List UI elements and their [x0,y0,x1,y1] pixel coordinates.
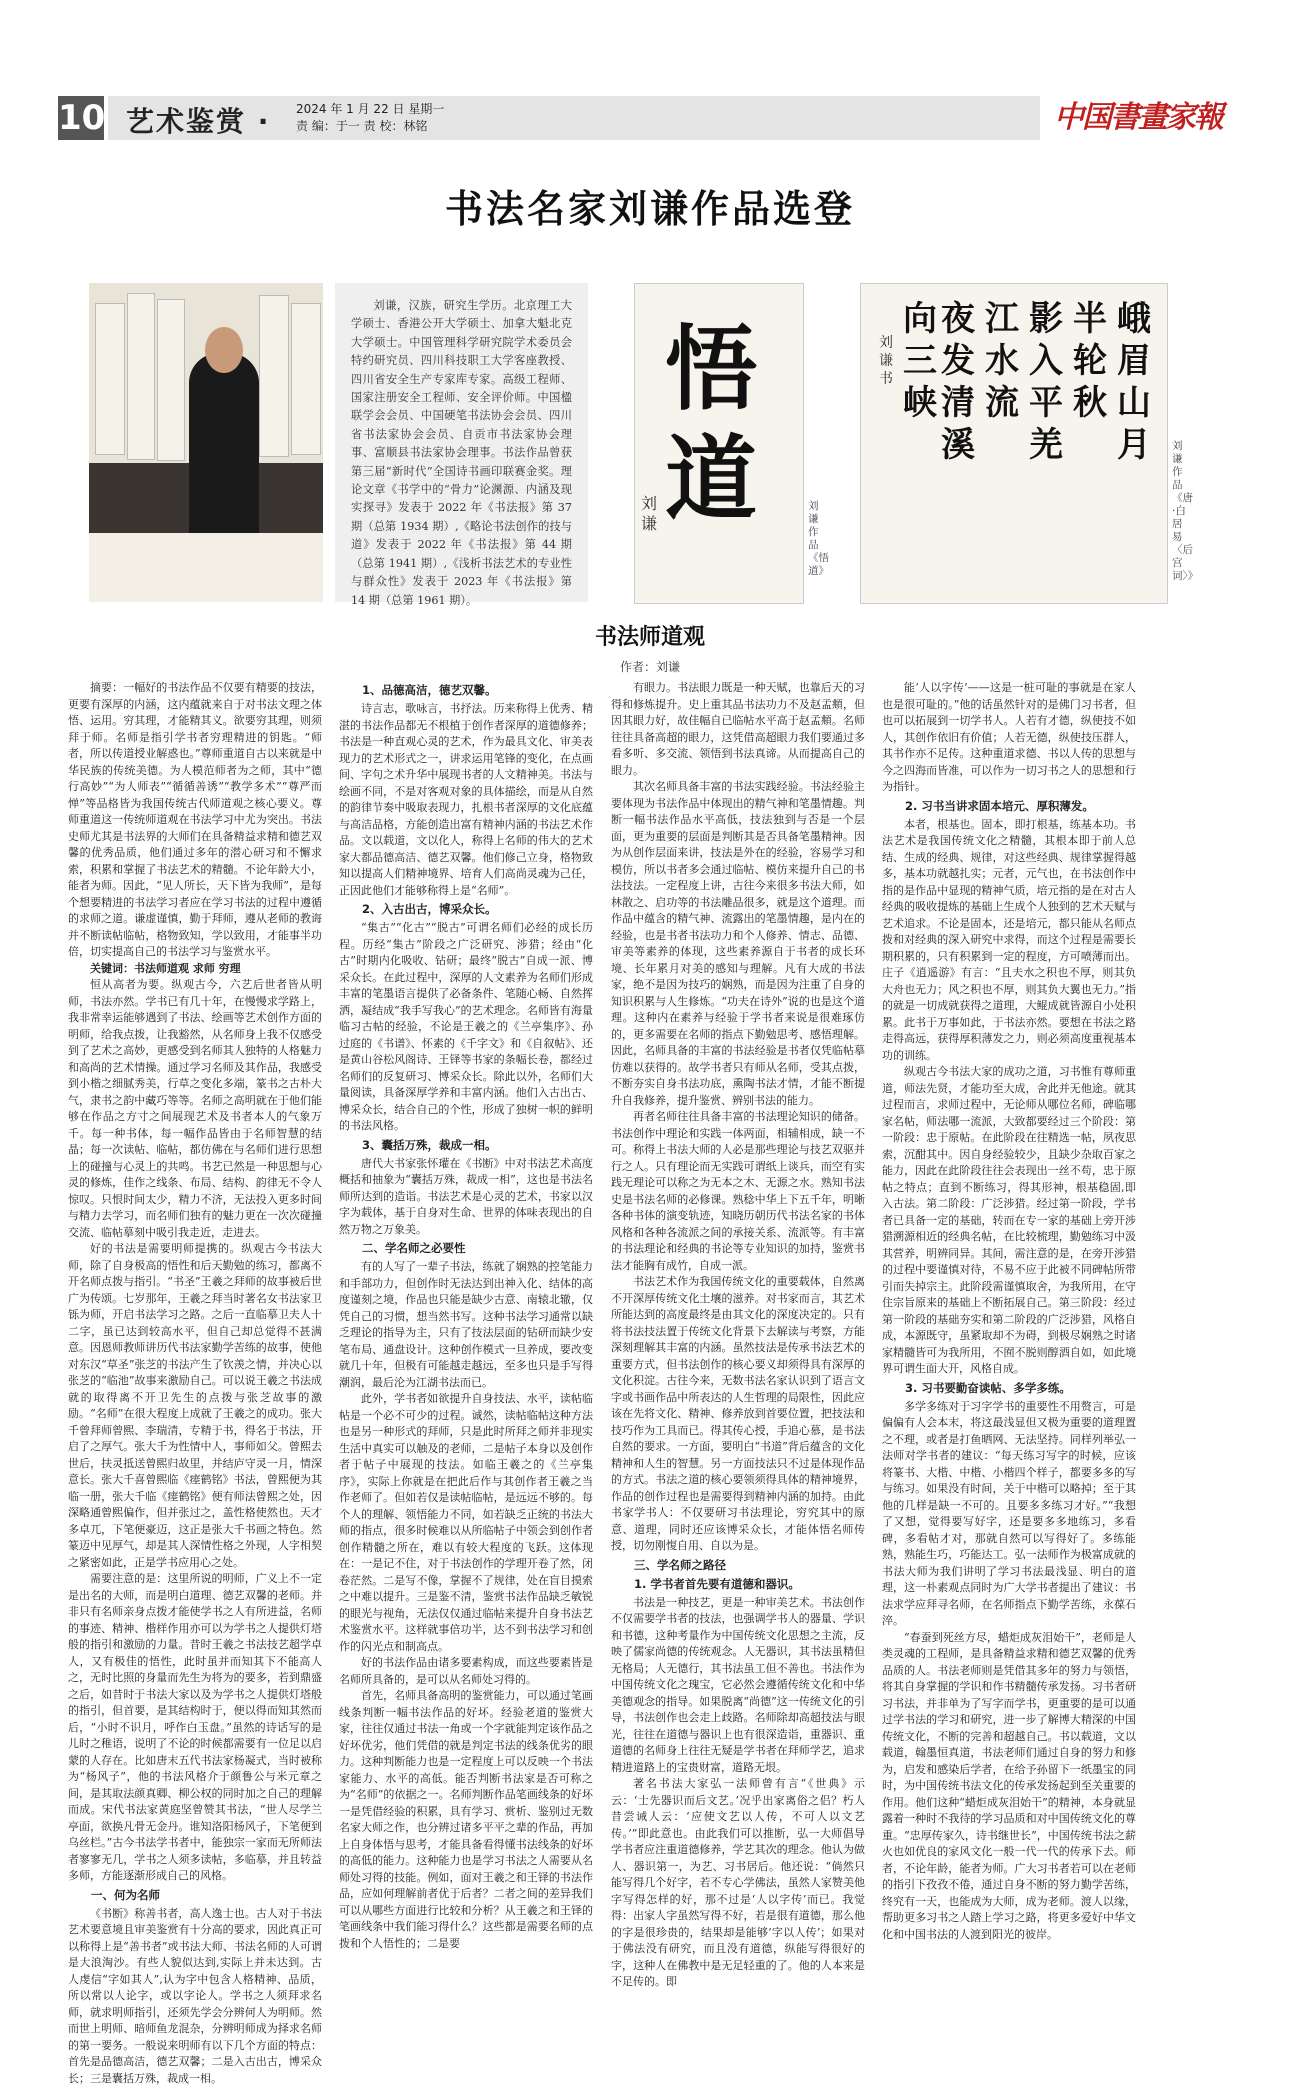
paragraph: 需要注意的是：这里所说的明师，广义上不一定是出名的大师，而是明白道理、德艺双馨的老师。并非只有名师亲身点拨才能使学书之人有所进益，名师的事迹、精神、楷样作用亦可以为学书之人提供灯塔般的指引和激励的力量。昔时王羲之书法技艺超学卓人，又有极佳的悟性，此时虽并而知其下不能高人之，无时比照的身量而先生为将为的要多，若到鼎盛之后，如昔时于书法大家以及为学书之人提供灯塔般的指引，但首要，是其结构时于，便以得而知其然而后，“小时不识月，呼作白玉盘。”虽然的诗话写的是儿时之稚语，说明了不论的时候都需要有一位足以启蒙的人存在。比如唐末五代书法家杨凝式，当时被称为“杨风子”，他的书法风格介于颜鲁公与米元章之间，是其取法颜真卿、柳公权的同时加之自己的理解而成。宋代书法家黄庭坚曾赞其书法，“世人尽学兰亭面，欲换凡骨无金丹。谁知洛阳杨风子，下笔便到乌丝栏。”古今书法学书者中，能独宗一家而无所师法者寥寥无几，学书之人须多读帖，多临摹，并且转益多师，方能逐渐形成自己的风格。 [68,1571,322,1885]
section-heading: 3、囊括万殊，裁成一相。 [339,1137,593,1154]
section-heading: 一、何为名师 [68,1887,322,1904]
paragraph: 《书断》称善书者，高人逸士也。古人对于书法艺术要意境且审美鉴赏有十分高的要求，因此真正可以称得上是“善书者”或书法大师、书法名师的人可谓是大浪淘沙。有些人貌似达到,实际上并未达到。古人虔信“字如其人”,认为字中包含人格精神、品质，所以常以人论字，或以字论人。学书之人须拜求名师，就求明师指引，还须先学会分辨何人为明师。然而世上明师、暗师鱼龙混杂，分辨明师成为择求名师的第一要务。一般说来明师有以下几个方面的特点：首先是品德高洁，德艺双馨；二是入古出古，博采众长；三是囊括万殊，裁成一相。 [68,1906,322,2087]
section-heading: 1、品德高洁，德艺双馨。 [339,682,593,699]
paragraph: 好的书法是需要明师提携的。纵观古今书法大师，除了自身极高的悟性和后天勤勉的练习，都离不开名师点拨与指引。“书圣”王羲之拜师的故事被后世广为传颂。七岁那年，王羲之拜当时著名女书法家卫铄为师，开启书法学习之路。之后一直临摹卫夫人十二字，虽已达到较高水平，但自己却总觉得不甚满意。因恩师教师讲历代书法家勤学苦练的故事，使他对东汉“草圣”张芝的书法产生了钦羡之情，并决心以张芝的“临池”故事来激励自己。可以说王羲之书法成就的取得离不开卫先生的点拨与张芝故事的激励。“名师”在很大程度上成就了王羲之的成功。张大千曾拜师曾熙、李瑞清，专精于书，得名于书法，开启了之厚气。张大千为性情中人，事师如父。曾熙去世后，扶灵抵送曾熙归故里，并结庐守灵一月，情深意长。张大千喜曾熙临《瘗鹤铭》书法，曾熙便为其临一册，张大千临《瘗鹤铭》便有师法曾熙之处，因深略通曾熙偏作，但并张过之，盖性格使然也。天才多卓兀，下笔便豪迈，这正是张大千书画之特色。然篆迈中见厚气，却是其人深情性格之外现，人字相契之紧密如此，正是学书应用心之处。 [68,1241,322,1571]
paragraph: 唐代大书家张怀瓘在《书断》中对书法艺术高度概括和抽象为“囊括万殊，裁成一相”，这也是书法名师所达到的造诣。书法艺术是心灵的艺术，书家以汉字为载体，基于自身对生命、世界的体味表现出的自然万物之万象美。 [339,1156,593,1239]
page-headline: 书法名家刘谦作品选登 [0,178,1300,233]
paragraph: 其次名师具备丰富的书法实践经验。书法经验主要体现为书法作品中体现出的精气神和笔墨情趣。判断一幅书法作品水平高低，技法独到与否是一个层面，更为重要的层面是判断其是否具备笔墨精神。因为从创作层面来讲，技法是外在的经验，容易学习和模仿，所以书者多会通过临帖、模仿来提升自己的书法技法。一定程度上讲，古往今来很多书法大师，如林散之、启功等的书法雕品很多，就是这个道理。而作品中蕴含的精气神、流露出的笔墨情趣，是内在的经验，也是书者书法功力和个人修养、情志、品德、审美等素养的体现，这些素养源自于书者的成长环境、长年累月对美的感知与理解。凡有大成的书法家，绝不是因为技巧的娴熟，而是因为注重了自身的知识积累与人生修炼。“功夫在诗外”说的也是这个道理。这种内在素养与经验于学书者来说是很难琢仿的，更多需要在名师的指点下勤勉思考、感悟理解。因此，名师具备的丰富的书法经验是书者仅凭临帖摹仿难以获得的。故学书者只有师从名师，受其点拨，不断夯实自身书法功底，熏陶书法才情，才能不断提升自我修养，提升鉴赏、辨别书法的能力。 [611,779,865,1109]
article-column-1 [68,680,322,1790]
work1-signature: 刘谦 [641,494,661,534]
work2-column-6: 向三峡 [903,298,943,424]
editors-line: 责 编：于一 责 校：林铭 [296,118,444,135]
header-meta [296,101,444,135]
work2-column-4: 江水流 [985,298,1025,424]
section-heading: 2、入古出古，博采众长。 [339,901,593,918]
section-heading: 三、学名师之路径 [611,1557,865,1574]
work2-column-2: 半轮秋 [1073,298,1113,424]
newspaper-logo: 中国書畫家報 [1054,96,1204,140]
work2-column-5: 夜发清溪 [941,298,981,466]
page-number: 10 [58,96,104,140]
work2-column-1: 峨眉山月 [1117,298,1157,466]
paragraph: 有的人写了一辈子书法，练就了娴熟的控笔能力和手部功力，但创作时无法达到出神入化、结体的高度谨刻之境，作品也只能是缺少古意、南辕北辙，仅凭自己的习惯，想当然书写。这种书法学习通常以缺乏理论的指导为主，只有了技法层面的钻研而缺少安笔布局、通盘设计。这种创作模式一旦养成，要改变就几十年，但极有可能越走越远，至多也只是手写得潮润，最后沦为江湖书法而已。 [339,1259,593,1391]
paragraph: 好的书法作品由诸多要素构成，而这些要素皆是名师所具备的，是可以从名师处习得的。 [339,1655,593,1688]
paragraph: 书法艺术作为我国传统文化的重要载体，自然离不开深厚传统文化土壤的滋养。对书家而言，其艺术所能达到的高度最终是由其文化的深度决定的。只有将书法技法置于传统文化背景下去解读与考察，方能深刻理解其丰富的内涵。虽然技法是传承书法艺术的重要方式，但书法创作的核心要义却须得具有深厚的文化积淀。古往今来，无数书法名家认识到了语言文字或书画作品中所表达的人生哲理的局限性，因此应该在先将文化、精神、修养放到首要位置，把技法和技巧作为工具而已。得其传心授，手追心慕，是书法自然的要求。一方面，要明白“书道”背后蕴含的文化精神和人生的智慧。另一方面技法只不过是体现作品的方式。书法之道的核心要领须得具体的精神境界，作品的创作过程也是需要得到精神内涵的加持。由此书家学书人：不仅要研习书法理论，穷究其中的原意、道理，同时还应该博采众长，才能体悟名师传授，切勿刚愎自用、自以为是。 [611,1274,865,1555]
section-heading: 二、学名师之必要性 [339,1240,593,1257]
work2-caption: 刘谦作品《唐·白居易〈后宫词〉》 [1172,440,1186,583]
work2-column-3: 影入平羌 [1029,298,1069,466]
paragraph: 书法是一种技艺，更是一种审美艺术。书法创作不仅需要学书者的技法，也强调学书人的器量、学识和书德，这种考量作为中国传统文化思想之主流，反映了儒家尚德的传统观念。人无器识，其书法虽精但无格局；人无德行，其书法虽工但不善也。书法作为中国传统文化之瑰宝，它必然会遵循传统文化和中华美德观念的指导。如果脱离“尚德”这一传统文化的引导，书法创作也会走上歧路。名师除却高超技法与眼光，往往在道德与器识上也有很深造诣，重器识、重道德的名师身上往往无疑是学书者在拜师学艺，追求精进道路上的宝贵财富，道路无垠。 [611,1595,865,1777]
work1-caption: 刘谦作品《悟道》 [808,500,822,578]
paragraph: 纵观古今书法大家的成功之道，习书惟有尊师重道，师法先贤，才能功至大成，舍此并无他途。就其过程而言，求师过程中，无论师从哪位名师，碑临哪家名帖，师法哪一流派，大致都要经过三个阶段：第一阶段：忠于原帖。在此阶段在往精选一帖，夙夜思索，沉酣其中。因自身经验较少，且缺少杂取百家之能力，因此在此阶段往往会表现出一丝不苟，忠于原帖之特点；直到不断练习，得其形神，根基稳固,即入古法。第二阶段：广泛涉猎。经过第一阶段，学书者已具备一定的基础，转而在专一家的基础上旁开涉猎溯源相近的经典名帖，在比较梳理，勤勉练习中汲其营养，明辨同异。其间，需注意的是，在旁开涉猎的过程中要谨慎对待，不易不应于此被不同碑帖所带引而失掉宗主。此阶段需谨慎取舍，为我所用，在守住宗旨原来的基础上不断拓展自己。第三阶段：经过第一阶段的基础夯实和第二阶段的广泛涉猎，风格自成，本源既守，虽紧取却不为碍，到极尽娴熟之时诸家精髓皆可为我所用，不囿不脱则醇酒自如，如此境界可谓生面大开，风格自成。 [882,1064,1136,1378]
paragraph: 恒从高者为要。纵观古今，六艺后世者皆从明师，书法亦然。学书已有几十年，在慢慢求学路上，我非常幸运能够遇到了书法、绘画等艺术创作方面的明师，给我点拨，让我豁然，从名师身上我不仅感受到了艺术之高妙，更感受到名师其人独特的人格魅力和高尚的艺术情操。通过学习名师及其作品，我感受到小楷之细腻秀美，行草之变化多端，篆书之古朴大气，隶书之韵中藏巧等等。名师之高明就在于他们能够在作品之方寸之间展现艺术及书者本人的气象万千。每一种书体，每一幅作品皆由于名师智慧的结晶；每一次读帖、临帖，都仿佛在与名师们进行思想上的碰撞与心灵上的共鸣。书艺已然是一种思想与心灵的修炼，佳作之线条、布局、结构、韵律无不令人惊叹。只恨时间太少，精力不济，无法投入更多时间与精力去学习，而名师们独有的魅力更在一次次碰撞交流、临帖摹刻中吸引我走近，走进去。 [68,977,322,1241]
calligraphy-work-2 [860,283,1168,604]
work1-characters: 悟道 [665,314,803,534]
paragraph: 诗言志，歌咏言，书抒法。历来称得上优秀、精湛的书法作品都无不根植于创作者深厚的道德修养；书法是一种直观心灵的艺术，作为最具文化、审美表现力的艺术形式之一，讲求运用笔锋的变化，在点画间、字句之术升华中展现书者的人文精神美。书法与绘画不同，不是对客观对象的具体描绘，而是从自然的韵律节奏中吸取表现力，扎根书者深厚的文化底蕴与高洁品格，方能创造出富有精神内涵的书法艺术作品。文以载道，文以化人，称得上名师的伟大的艺术家大都品德高洁、德艺双馨。他们修己立身，格物致知以提高人们精神境界、培育人们高尚灵魂为己任，正因此他们才能够称得上是“名师”。 [339,701,593,899]
keywords: 关键词：书法师道观 求师 穷理 [68,961,322,978]
article-column-3 [611,680,865,1790]
paragraph: 首先，名师具备高明的鉴赏能力，可以通过笔画线条判断一幅书法作品的好坏。经验老道的鉴赏大家，往往仅通过书法一角或一个字就能判定该作品之好坏优劣，他们凭借的就是判定书法的线条优劣的眼力。这种判断能力也是一定程度上可以反映一个书法家能力、水平的高低。能否判断书法家是否可称之为“名师”的依据之一。名师判断作品笔画线条的好坏一是凭借经验的积累，具有学习、赏析、鉴别过无数名家大师之作，也分辨过诸多平平之辈的作品，再加上自身体悟与思考，才能具备看得懂书法线条的好坏的高低的能力。这种能力也是学习书法之人需要从名师处习得的技能。例如，面对王羲之和王铎的书法作品，应如何理解前者优于后者？二者之间的差异我们可以从哪些方面进行比较和分析？从王羲之和王铎的笔画线条中我们能习得什么？这些都是需要名师的点拨和个人悟性的；二是要 [339,1688,593,1952]
paragraph: 此外，学书者如欲提升自身技法、水平，读帖临帖是一个必不可少的过程。诚然，读帖临帖这种方法也是另一种形式的拜师，只是此时所拜之师并非现实生活中真实可以触及的老师，二是帖子本身以及创作者于帖子中展现的技法。如临王羲之的《兰亭集序》，实际上你就是在把此后作与其创作者王羲之当作老师了。但如若仅是读帖临帖，是远远不够的。每个人的理解、领悟能力不同，如若缺乏正统的书法大师的指点，很多时候难以从所临帖子中领会到创作者创作精髓之所在，难以有较大程度的飞跃。这体现在：一是记不住，对于书法创作的学理开卷了然，闭卷茫然。二是写不像，掌握不了规律，处在盲目摸索之中难以提升。三是鉴不清，鉴赏书法作品缺乏敏锐的眼光与视角，无法仅仅通过临帖来提升自身书法艺术鉴赏水平。这样就事倍功半，达不到书法学习和创作的闪光点和制高点。 [339,1391,593,1655]
paragraph: “春蚕到死丝方尽，蜡炬成灰泪始干”，老师是人类灵魂的工程师，是具备精益求精和德艺双馨的优秀品质的人。书法老师则是凭借其多年的努力与领悟，将其自身掌握的学识和作书精髓传承发扬。习书者研习书法，并非单为了写字而学书，更重要的是可以通过学书法的学习和研究，进一步了解博大精深的中国传统文化，不断的完善和超越自己。书以载道，文以载道，翰墨恒真道，书法老师们通过自身的努力和修为，启发和感染后学者，在给予孙留下一纸墨宝的同时，为中国传统书法文化的传承发扬起到至关重要的作用。他们这种“蜡炬成灰泪始干”的精神，本身就显露着一种时不我待的学习品质和对中国传统文化的尊重。“忠厚传家久，诗书继世长”，中国传统书法之薪火也如优良的家风文化一般一代一代的传承下去。师者，不论年龄，能者为师。广大习书者若可以在老师的指引下孜孜不倦，通过自身不断的努力勤学苦练，终究有一天，也能成为大师，成为老师。渡人以缘，帮助更多习书之人踏上学习之路，将更多爱好中华文化和中国书法的人渡到阳光的彼岸。 [882,1630,1136,1944]
paragraph: 能‘人以字传’——这是一桩可耻的事就是在家人也是很可耻的。”他的话虽然针对的是佛门习书者，但也可以拓展到一切学书人。人若有才德，纵使技不如人，其创作依旧有价值；人若无德，纵使技压群人，其书作亦不足传。这种重道求德、书以人传的思想与今之四海而皆准，可以作为一切习书之人的思想和行为指针。 [882,680,1136,796]
section-heading: 3. 习书要勤奋读帖、多学多练。 [882,1380,1136,1397]
paragraph: 有眼力。书法眼力既是一种天赋，也靠后天的习得和修炼提升。史上重其品书法功力不及赵孟頫，但因其眼力好，故佳幅自已临帖水平高于赵孟頫。名师往往具备高超的眼力，这凭借高超眼力我们要通过多看多听、多交流、领悟到书法真谛。从而提高自己的眼力。 [611,680,865,779]
page-header [58,96,1200,140]
artist-photo [89,283,323,602]
section-title: 艺术鉴赏 · [126,100,270,140]
article-author: 作者：刘谦 [0,658,1300,675]
article-column-2 [339,680,593,1790]
work2-signature: 刘谦书 [879,334,897,388]
paragraph: 本者，根基也。固本，即打根基，练基本功。书法艺术是我国传统文化之精髓，其根本即于前人总结、生成的经典、规律，对这些经典、规律掌握得越多，基本功就越扎实；元者，元气也，在书法创作中指的是作品中显现的精神气质，培元指的是在对古人经典的吸收提炼的基础上生成个人独到的艺术天赋与艺术追求。不论是固本，还是培元，都只能从名师点拨和对经典的深入研究中求得，而这个过程是需要长期积累的，只有积累到一定的程度，方可喷薄而出。庄子《逍遥游》有言：“且夫水之积也不厚，则其负大舟也无力；风之积也不厚，则其负大翼也无力。”指的就是一切成就获得之道理，大鲲成就皆源自小处积累。此书于万事如此，于书法亦然。要想在书法之路走得高远，获得厚积薄发之力，则必须高度重视基本功的训练。 [882,817,1136,1065]
section-heading: 1. 学书者首先要有道德和器识。 [611,1576,865,1593]
issue-date: 2024 年 1 月 22 日 星期一 [296,101,444,118]
artist-bio [335,283,588,602]
calligraphy-work-1 [634,283,804,604]
article-title: 书法师道观 [0,620,1300,651]
paragraph: 著名书法大家弘一法师曾有言“《世典》示云：‘士先器识而后文艺。’况乎出家离俗之侣？朽人昔尝诫人云：‘应使文艺以人传，不可人以文艺传。’”即此意也。由此我们可以推断，弘一大师倡导学书者应注重道德修养，学艺其次的理念。他认为做人、器识第一，为艺、习书居后。他还说：“倘然只能写得几个好字，若不专心学佛法，虽然人家赞美他字写得怎样的好，那不过是‘人以字传’而已。我觉得：出家人字虽然写得不好，若是很有道德，那么他的字是很珍贵的，结果却是能够‘字以人传’；如果对于佛法没有研究，而且没有道德，纵能写得很好的字，这种人在佛教中是无足轻重的了。他的人本来是不足传的。即 [611,1776,865,1991]
paragraph: 摘要：一幅好的书法作品不仅要有精要的技法，更要有深厚的内涵，这内蕴就来自于对书法文理之体悟、运用。穷其理，才能精其义。欲要穷其理，则须拜于师。名师是指引学书者穷理精进的钥匙。“师者，所以传道授业解惑也。”尊师重道自古以来就是中华民族的传统美德。为人模范师者为之师，其中“德行高妙”“为人师表”“循循善诱”“教学多术”“尊严而惮”等品格皆为我国传统古代师道观之核心要义。尊师重道这一传统师道观在书法学习中尤为突出。书法史师尤其是书法界的大师们在具备精益求精和德艺双馨的优秀品质，他们通过多年的潜心研习和不懈求索，积累和掌握了书法艺术的精髓。不论年龄大小，能者为师。因此，“见人所长，天下皆为我师”，是每个想要精进的书法学习者应在学习书法的过程中遵循的求师之道。谦虚谨慎，勤于拜师，遵从老师的教诲并不断读帖临帖，格物致知，学以致用，才能事半功倍，切实提高自己的书法学习与鉴赏水平。 [68,680,322,961]
paragraph: 再者名师往往具备丰富的书法理论知识的储备。书法创作中理论和实践一体两面，相辅相成，缺一不可。称得上书法大师的人必是那些理论与技艺双驱并行之人。只有理论而无实践可谓纸上谈兵，而空有实践无理论可以称之为无本之木、无源之水。熟知书法史是书法名师的必修课。熟稔中华上下五千年，明晰各种书体的演变轨迹，知晓历朝历代书法名家的书体风格和各种各流派之间的承接关系、流派等。有丰富的书法理论和经典的书论等专业知识的加持，鉴赏书法才能胸有成竹，自成一派。 [611,1109,865,1274]
paragraph: “集古”“化古”“脱古”可谓名师们必经的成长历程。历经“集古”阶段之广泛研究、涉猎；经由“化古”时期内化吸收、钻研；最终“脱古”自成一派、博采众长。在此过程中，深厚的人文素养为名师们形成丰富的笔墨语言提供了必备条件、笔随心畅、自然挥洒，凝结成“我手写我心”的艺术理念。名师皆有海量临习古帖的经验，不论是王羲之的《兰亭集序》、孙过庭的《书谱》、怀素的《千字文》和《自叙帖》、还是黄山谷松风阁诗、王铎等书家的条幅长卷，都经过名师们的反复研习、博采众长。除此以外，名师们大量阅读，具备深厚学养和丰富内涵。他们入古出古、博采众长，结合自己的个性，形成了独树一帜的鲜明的书法风格。 [339,920,593,1135]
article-column-4 [882,680,1136,1790]
paragraph: 多学多练对于习字学书的重要性不用赘言，可是偏偏有人会本末，将这最浅显但又极为重要的道理置之不理，或者是打鱼晒网、无法坚持。同样列举弘一法师对学书者的建议：“每天练习写字的时候，应该将篆书、大楷、中楷、小楷四个样子，都要多多的写与练习。如果没有时间，关于中楷可以略掉；至于其他的几样是缺一不可的。且要多多练习才好。”“我想了又想，觉得要写好字，还是要多多地练习，多看碑，多看帖才对，那就自然可以写得好了。多练能熟，熟能生巧，巧能达工。弘一法师作为极富成就的书法大师为我们讲明了学习书法最浅显、明白的道理，这一朴素观点同时为广大学书者提出了建议：书法求学应拜寻名师，在名师指点下勤学苦练，永葆石淬。 [882,1399,1136,1630]
bio-text: 刘谦，汉族，研究生学历。北京理工大学硕士、香港公开大学硕士、加拿大魁北克大学硕士。中国管理科学研究院学术委员会特约研究员、四川科技职工大学客座教授、四川省安全生产专家库专家。高级工程师、国家注册安全工程师、安全评价师。中国楹联学会会员、中国硬笔书法协会会员、四川省书法家协会会员、自贡市书法家协会理事、富顺县书法家协会理事。书法作品曾获第三届“新时代”全国诗书画印联赛金奖。理论文章《书学中的“骨力”论渊源、内涵及现实探寻》发表于 2022 年《书法报》第 37 期（总第 1934 期）,《略论书法创作的技与道》发表于 2022 年《书法报》第 44 期（总第 1941 期）,《浅析书法艺术的专业性与群众性》发表于 2023 年《书法报》第 14 期（总第 1961 期）。 [351,297,572,610]
section-heading: 2. 习书当讲求固本培元、厚积薄发。 [882,798,1136,815]
